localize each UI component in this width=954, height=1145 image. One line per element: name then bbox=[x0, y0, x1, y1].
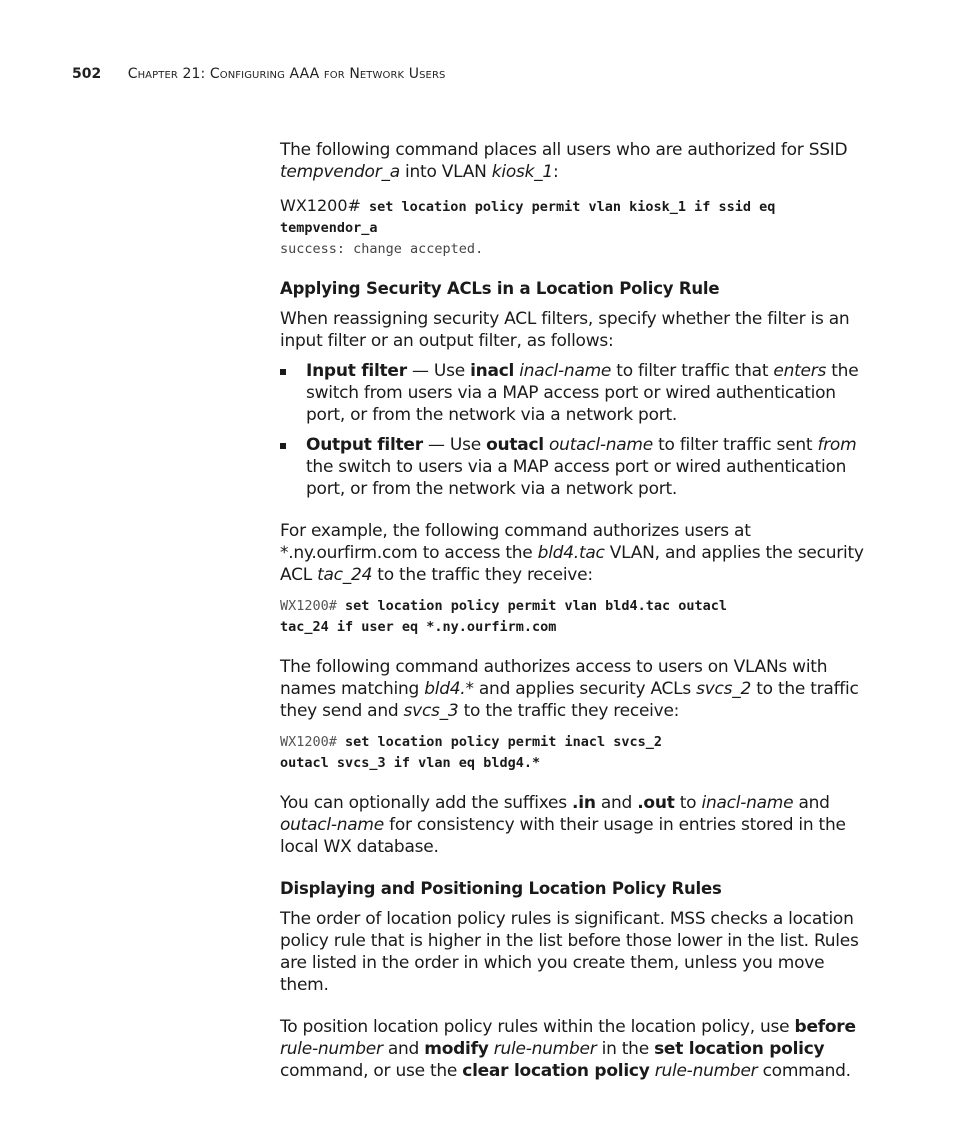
bullet-icon bbox=[280, 443, 286, 449]
page-number: 502 bbox=[72, 66, 102, 82]
code-example-user bbox=[280, 596, 870, 638]
suffix-paragraph: You can optionally add the suffixes .in and .out to inacl-name and outacl-name for consistency with their usage in entries stored in the local WX database. bbox=[280, 793, 846, 857]
code-example-ssid bbox=[280, 195, 870, 260]
running-header bbox=[72, 66, 445, 82]
code-example-vlan bbox=[280, 732, 870, 774]
cli-command-continuation: tac_24 if user eq *.ny.ourfirm.com bbox=[280, 619, 557, 635]
section-heading-positioning-rules: Displaying and Positioning Location Policy Rules bbox=[280, 879, 722, 898]
bullet-icon bbox=[280, 369, 286, 375]
list-item-input-filter: Input filter — Use inacl inacl-name to filter traffic that enters the switch from users via a MAP access port or wired authentication port, or from the network via a network port. bbox=[280, 360, 870, 426]
position-rules-paragraph: To position location policy rules within the location policy, use before rule-number and modify rule-number in the set location policy command, or use the clear location policy rule-number command. bbox=[280, 1017, 856, 1081]
cli-prompt: WX1200# bbox=[280, 196, 361, 215]
main-content bbox=[280, 139, 870, 1082]
cli-command: set location policy permit vlan kiosk_1 if ssid eq bbox=[360, 199, 776, 215]
filter-list bbox=[280, 360, 870, 500]
intro-paragraph: The following command places all users who are authorized for SSID tempvendor_a into VLAN kiosk_1: bbox=[280, 140, 848, 182]
cli-prompt: WX1200# bbox=[280, 734, 337, 750]
list-item-output-filter: Output filter — Use outacl outacl-name to filter traffic sent from the switch to users via a MAP access port or wired authentication port, or from the network via a network port. bbox=[280, 434, 870, 500]
example-vlan-paragraph: The following command authorizes access to users on VLANs with names matching bld4.* and applies security ACLs svcs_2 to the traffic they send and svcs_3 to the traffic they receive: bbox=[280, 657, 859, 721]
acl-filter-intro: When reassigning security ACL filters, specify whether the filter is an input filter or an output filter, as follows: bbox=[280, 309, 850, 351]
cli-output: success: change accepted. bbox=[280, 241, 484, 257]
chapter-title: Chapter 21: Configuring AAA for Network Users bbox=[127, 66, 446, 82]
example-user-paragraph: For example, the following command authorizes users at *.ny.ourfirm.com to access the bld4.tac VLAN, and applies the security ACL tac_24 to the traffic they receive: bbox=[280, 521, 864, 585]
cli-command-continuation: tempvendor_a bbox=[280, 220, 378, 236]
cli-command-continuation: outacl svcs_3 if vlan eq bldg4.* bbox=[280, 755, 541, 771]
cli-command: set location policy permit inacl svcs_2 bbox=[336, 734, 663, 750]
rule-order-paragraph: The order of location policy rules is significant. MSS checks a location policy rule that is higher in the list before those lower in the list. Rules are listed in the order in which you create them, unless you move them. bbox=[280, 909, 859, 995]
cli-command: set location policy permit vlan bld4.tac outacl bbox=[336, 598, 728, 614]
cli-prompt: WX1200# bbox=[280, 598, 337, 614]
section-heading-security-acls: Applying Security ACLs in a Location Policy Rule bbox=[280, 279, 720, 298]
